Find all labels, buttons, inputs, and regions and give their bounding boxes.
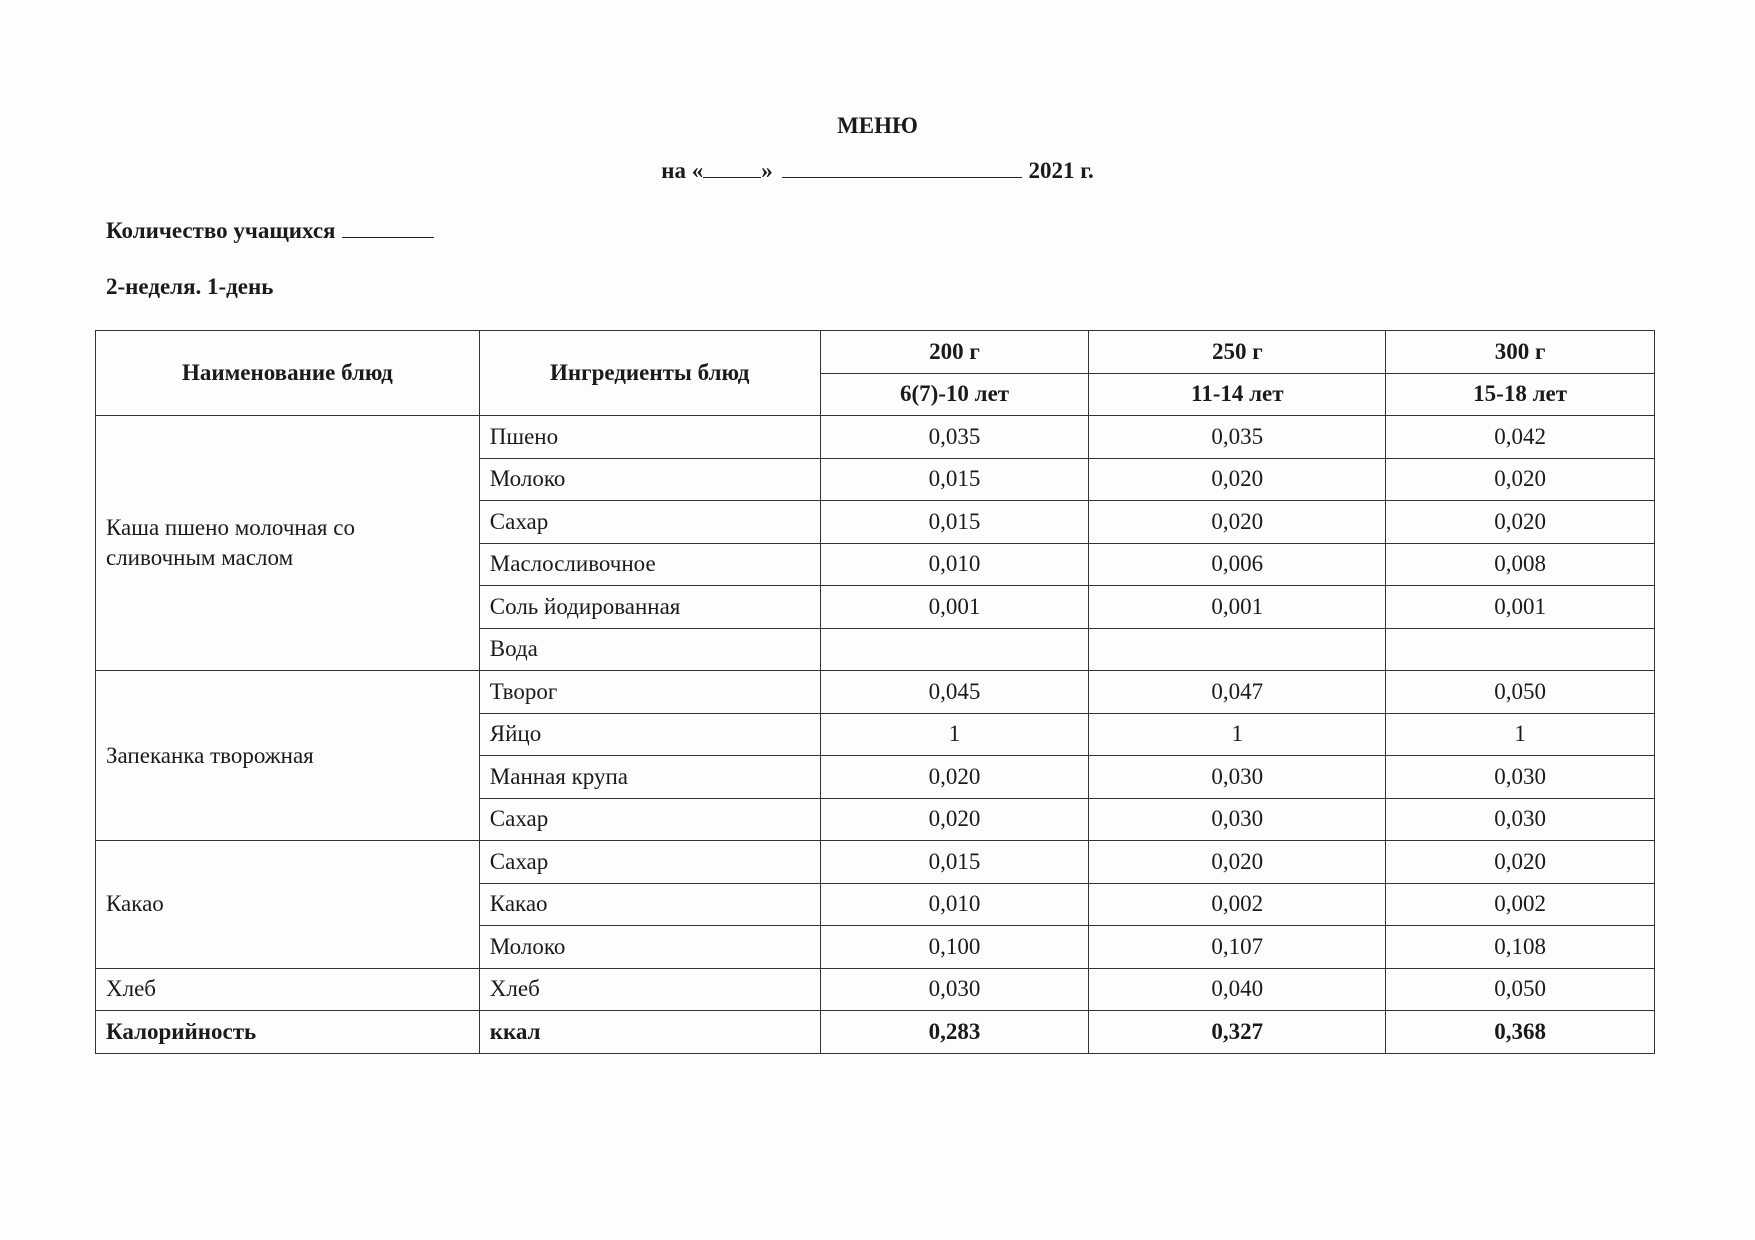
ingredient-amount	[1386, 628, 1655, 671]
day-blank-field[interactable]	[703, 159, 761, 178]
ingredient-amount: 0,045	[820, 671, 1089, 714]
ingredient-amount: 0,050	[1386, 968, 1655, 1011]
month-blank-field[interactable]	[782, 159, 1022, 178]
ingredient-name: Пшено	[479, 416, 820, 459]
ingredient-amount: 1	[820, 713, 1089, 756]
ingredient-name: Яйцо	[479, 713, 820, 756]
table-row	[96, 671, 1655, 714]
ingredient-amount: 0,002	[1386, 883, 1655, 926]
ingredient-name: Сахар	[479, 501, 820, 544]
ingredient-amount: 0,020	[820, 798, 1089, 841]
ingredient-amount	[820, 628, 1089, 671]
total-value: 0,283	[820, 1011, 1089, 1054]
ingredient-name: Молоко	[479, 926, 820, 969]
ingredient-amount: 0,108	[1386, 926, 1655, 969]
header-portion-2: 250 г	[1089, 331, 1386, 374]
ingredient-amount: 0,002	[1089, 883, 1386, 926]
dish-name: Хлеб	[96, 968, 480, 1011]
ingredient-amount: 0,015	[820, 841, 1089, 884]
ingredient-name: Сахар	[479, 798, 820, 841]
ingredient-amount: 0,008	[1386, 543, 1655, 586]
ingredient-amount: 1	[1386, 713, 1655, 756]
document-title: МЕНЮ	[837, 113, 918, 138]
ingredient-amount: 0,030	[1089, 756, 1386, 799]
ingredient-amount: 0,042	[1386, 416, 1655, 459]
total-row	[96, 1011, 1655, 1054]
ingredient-amount: 0,050	[1386, 671, 1655, 714]
total-unit: ккал	[479, 1011, 820, 1054]
ingredient-amount: 0,100	[820, 926, 1089, 969]
ingredient-name: Творог	[479, 671, 820, 714]
ingredient-amount: 0,001	[820, 586, 1089, 629]
menu-table-footer	[96, 1011, 1655, 1054]
menu-table	[95, 330, 1655, 1054]
ingredient-name: Соль йодированная	[479, 586, 820, 629]
ingredient-amount: 0,107	[1089, 926, 1386, 969]
ingredient-amount: 1	[1089, 713, 1386, 756]
ingredient-amount: 0,020	[1386, 458, 1655, 501]
ingredient-amount: 0,035	[820, 416, 1089, 459]
header-portion-1: 200 г	[820, 331, 1089, 374]
ingredient-name: Манная крупа	[479, 756, 820, 799]
ingredient-name: Молоко	[479, 458, 820, 501]
ingredient-amount: 0,015	[820, 501, 1089, 544]
ingredient-amount: 0,035	[1089, 416, 1386, 459]
students-label: Количество учащихся	[106, 218, 336, 243]
date-line	[0, 158, 1755, 184]
ingredient-name: Хлеб	[479, 968, 820, 1011]
table-row	[96, 968, 1655, 1011]
ingredient-amount: 0,020	[1089, 458, 1386, 501]
ingredient-amount: 0,020	[1089, 501, 1386, 544]
students-count-line	[106, 218, 434, 244]
ingredient-amount: 0,030	[1089, 798, 1386, 841]
ingredient-amount: 0,030	[1386, 756, 1655, 799]
date-prefix: на «	[661, 158, 704, 183]
week-day-label: 2-неделя. 1-день	[106, 274, 274, 299]
header-age-2: 11-14 лет	[1089, 373, 1386, 416]
header-portion-3: 300 г	[1386, 331, 1655, 374]
ingredient-amount: 0,030	[820, 968, 1089, 1011]
header-dish: Наименование блюд	[96, 331, 480, 416]
table-row	[96, 841, 1655, 884]
ingredient-amount: 0,020	[1089, 841, 1386, 884]
total-value: 0,368	[1386, 1011, 1655, 1054]
ingredient-amount: 0,040	[1089, 968, 1386, 1011]
ingredient-amount: 0,010	[820, 883, 1089, 926]
students-count-blank-field[interactable]	[342, 219, 434, 238]
date-suffix: 2021 г.	[1028, 158, 1094, 183]
dish-name: Запеканка творожная	[96, 671, 480, 841]
date-mid: »	[761, 158, 773, 183]
table-row	[96, 416, 1655, 459]
ingredient-amount: 0,001	[1089, 586, 1386, 629]
ingredient-name: Вода	[479, 628, 820, 671]
ingredient-amount: 0,010	[820, 543, 1089, 586]
ingredient-amount	[1089, 628, 1386, 671]
header-ingredients: Ингредиенты блюд	[479, 331, 820, 416]
header-age-1: 6(7)-10 лет	[820, 373, 1089, 416]
total-label: Калорийность	[96, 1011, 480, 1054]
header-age-3: 15-18 лет	[1386, 373, 1655, 416]
ingredient-amount: 0,006	[1089, 543, 1386, 586]
ingredient-name: Какао	[479, 883, 820, 926]
menu-table-header	[96, 331, 1655, 416]
total-value: 0,327	[1089, 1011, 1386, 1054]
ingredient-amount: 0,047	[1089, 671, 1386, 714]
dish-name: Каша пшено молочная со сливочным маслом	[96, 416, 480, 671]
ingredient-amount: 0,030	[1386, 798, 1655, 841]
ingredient-amount: 0,001	[1386, 586, 1655, 629]
ingredient-name: Сахар	[479, 841, 820, 884]
ingredient-amount: 0,020	[820, 756, 1089, 799]
ingredient-name: Маслосливочное	[479, 543, 820, 586]
ingredient-amount: 0,015	[820, 458, 1089, 501]
ingredient-amount: 0,020	[1386, 841, 1655, 884]
menu-table-body	[96, 416, 1655, 1011]
ingredient-amount: 0,020	[1386, 501, 1655, 544]
dish-name: Какао	[96, 841, 480, 969]
